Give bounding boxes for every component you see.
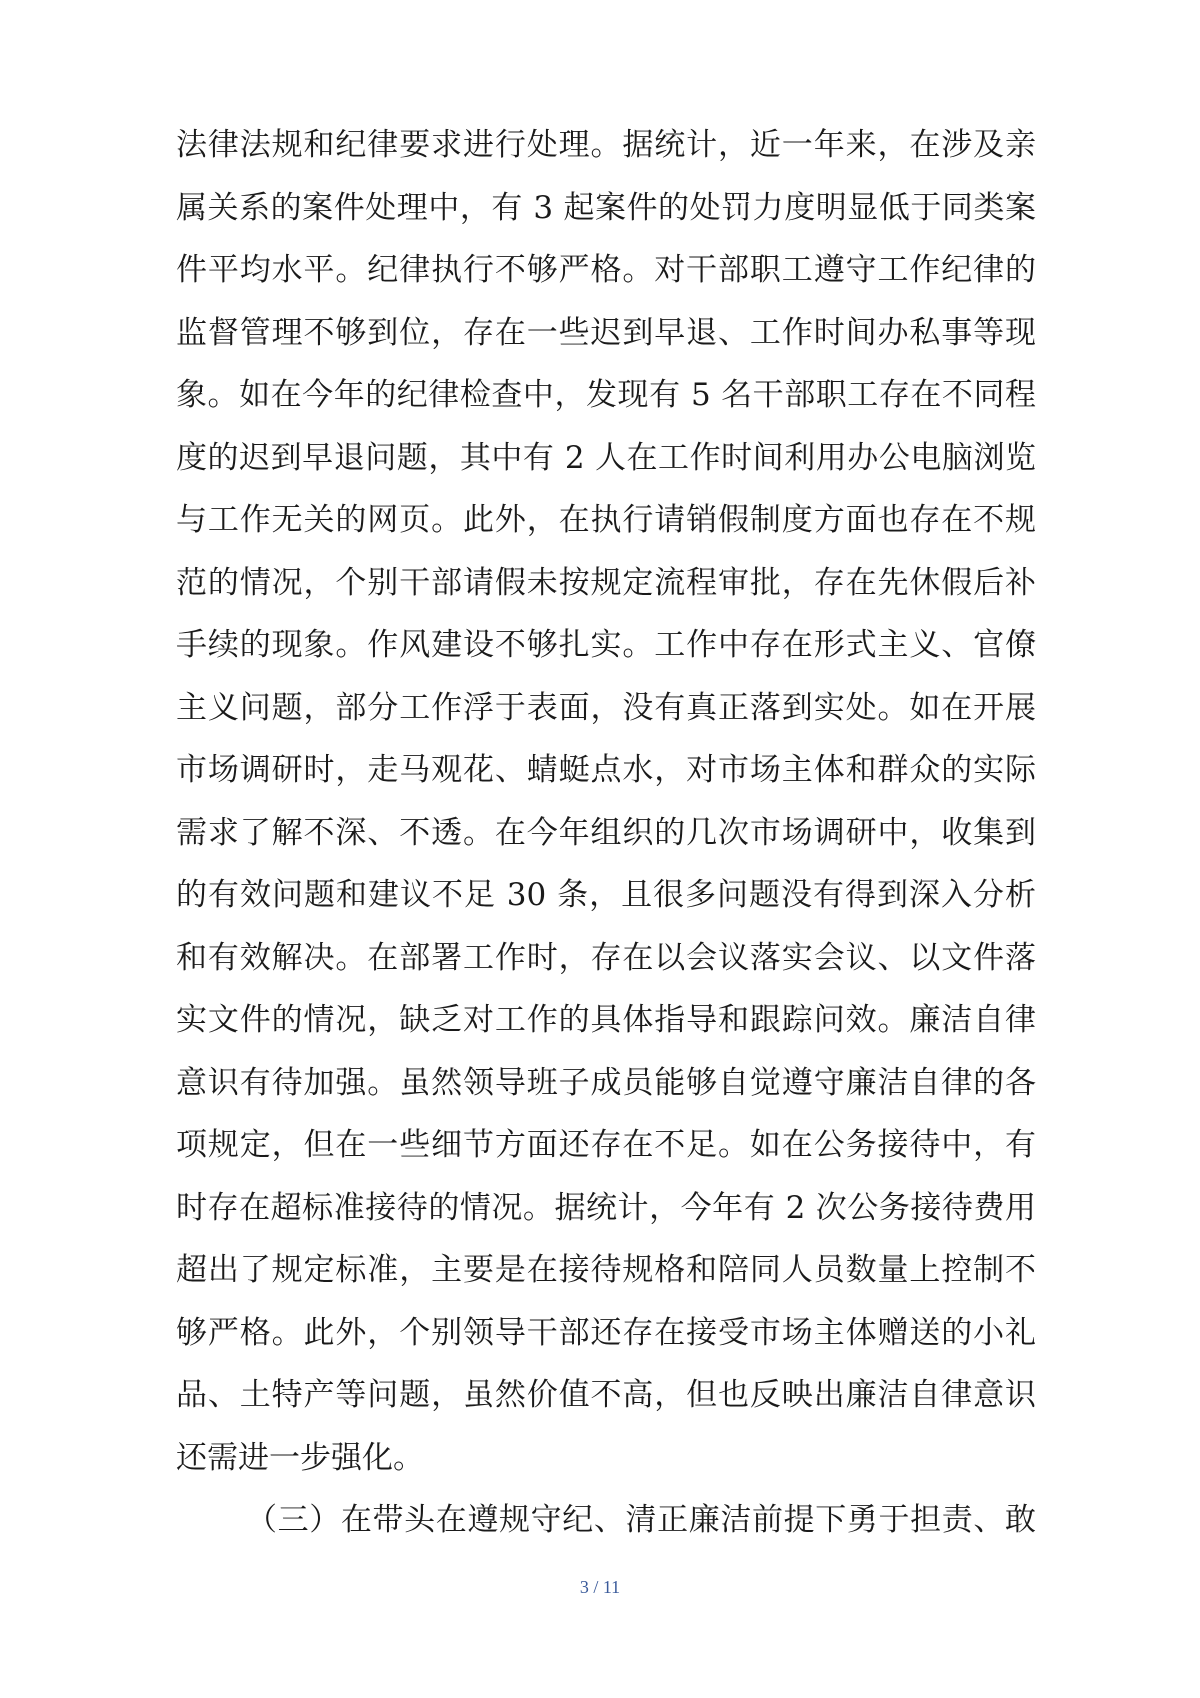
text-line: 法律法规和纪律要求进行处理。据统计，近一年来，在涉及亲: [176, 127, 1036, 163]
text-line: 手续的现象。作风建设不够扎实。工作中存在形式主义、官僚: [176, 627, 1036, 663]
text-line: 件平均水平。纪律执行不够严格。对干部职工遵守工作纪律的: [176, 252, 1036, 288]
text-line: 与工作无关的网页。此外，在执行请销假制度方面也存在不规: [176, 502, 1036, 538]
text-line: 和有效解决。在部署工作时，存在以会议落实会议、以文件落: [176, 939, 1036, 976]
text-line: 还需进一步强化。: [176, 1439, 424, 1476]
body-text: [176, 114, 1036, 1552]
text-line: 实文件的情况，缺乏对工作的具体指导和跟踪问效。廉洁自律: [176, 1002, 1036, 1038]
text-line: 够严格。此外，个别领导干部还存在接受市场主体赠送的小礼: [176, 1314, 1036, 1351]
text-line: 超出了规定标准，主要是在接待规格和陪同人员数量上控制不: [176, 1252, 1036, 1288]
text-line: 的有效问题和建议不足 30 条，且很多问题没有得到深入分析: [176, 877, 1036, 913]
page-number: 3 / 11: [579, 1577, 621, 1597]
text-line: 时存在超标准接待的情况。据统计，今年有 2 次公务接待费用: [176, 1189, 1036, 1226]
text-line: 需求了解不深、不透。在今年组织的几次市场调研中，收集到: [176, 814, 1036, 851]
text-line: 主义问题，部分工作浮于表面，没有真正落到实处。如在开展: [176, 689, 1036, 726]
text-line: 市场调研时，走马观花、蜻蜓点水，对市场主体和群众的实际: [176, 752, 1036, 788]
text-line: 意识有待加强。虽然领导班子成员能够自觉遵守廉洁自律的各: [176, 1064, 1036, 1101]
text-line: 属关系的案件处理中，有 3 起案件的处罚力度明显低于同类案: [176, 189, 1036, 226]
text-line: 项规定，但在一些细节方面还存在不足。如在公务接待中，有: [176, 1127, 1036, 1163]
section-heading: （三）在带头在遵规守纪、清正廉洁前提下勇于担责、敢: [246, 1502, 1036, 1538]
text-line: 象。如在今年的纪律检查中，发现有 5 名干部职工存在不同程: [176, 377, 1036, 413]
text-line: 范的情况，个别干部请假未按规定流程审批，存在先休假后补: [176, 564, 1036, 601]
text-line: 度的迟到早退问题，其中有 2 人在工作时间利用办公电脑浏览: [176, 439, 1036, 476]
text-line: 监督管理不够到位，存在一些迟到早退、工作时间办私事等现: [176, 314, 1036, 351]
text-line: 品、土特产等问题，虽然价值不高，但也反映出廉洁自律意识: [176, 1377, 1036, 1413]
